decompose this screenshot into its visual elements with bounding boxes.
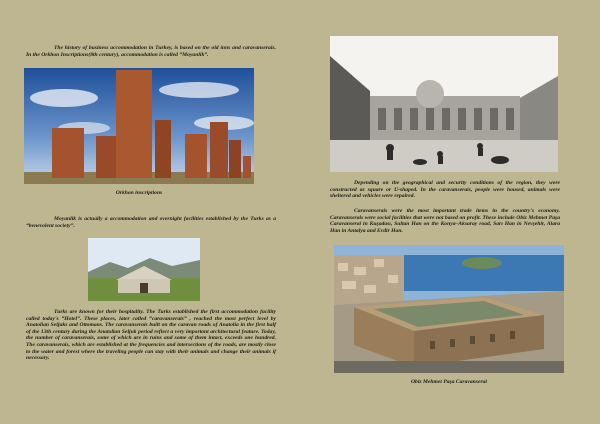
caravanserais-paragraph: Caravanserais were the most important trade items in the country's economy. Caravanserais were social facilities that were not based on profit. These include Obiz Mehmet Paşa Caravanserai in Kuşadası, Sultan Han on the Konya–Aksaray road, Sarı Han in Nevşehir, Alara Han in Antalya and Evdir Han.: [330, 208, 560, 234]
intro-paragraph: The history of business accommodation in Turkey, is based on the old inns and caravanserais. In the Orkhon Inscriptions(8th century), accommodation is called “Moyanlik”.: [26, 45, 276, 58]
moyanlik-paragraph: Moyanlik is actually a accommodation and overnight facilities established by the Turks as a “benevolent society”.: [26, 216, 276, 229]
obiz-caption: Obiz Mehmet Paşa Caravanserai: [411, 379, 487, 385]
orkhon-caption: Orkhon inscriptions: [115, 190, 163, 196]
orkhon-inscriptions-image: [24, 68, 254, 184]
right-page: [300, 0, 600, 424]
caravanserai-courtyard-engraving: [330, 36, 558, 172]
depending-paragraph: Depending on the geographical and security conditions of the region, they were constructed as square or U-shaped. In the caravanserais, people were housed, animals were sheltered and vehicles were repaired.: [330, 180, 560, 200]
yurt-image: [88, 238, 200, 301]
turks-paragraph: Turks are known for their hospitality. The Turks established the first accommodation facility called today's “Hotel”. These places, later called “caravanserais” , reached the most perfect level by Anatolian Seljuks and Ottomans. The caravanserais built on the caravan roads of Anatolia in the first half of the 13th century during the Anatolian Seljuk period reflect a very important architectural feature. Today, the number of caravanserais, some of which are in ruins and some of them intact, exceeds one hundred. The caravanserais, which are established at the frequencies and intersections of the roads, are mostly close to the water and forest where the traveling people can stay with their animals and change their animals if necessary.: [26, 309, 276, 362]
obiz-mehmet-pasa-image: [334, 245, 564, 373]
